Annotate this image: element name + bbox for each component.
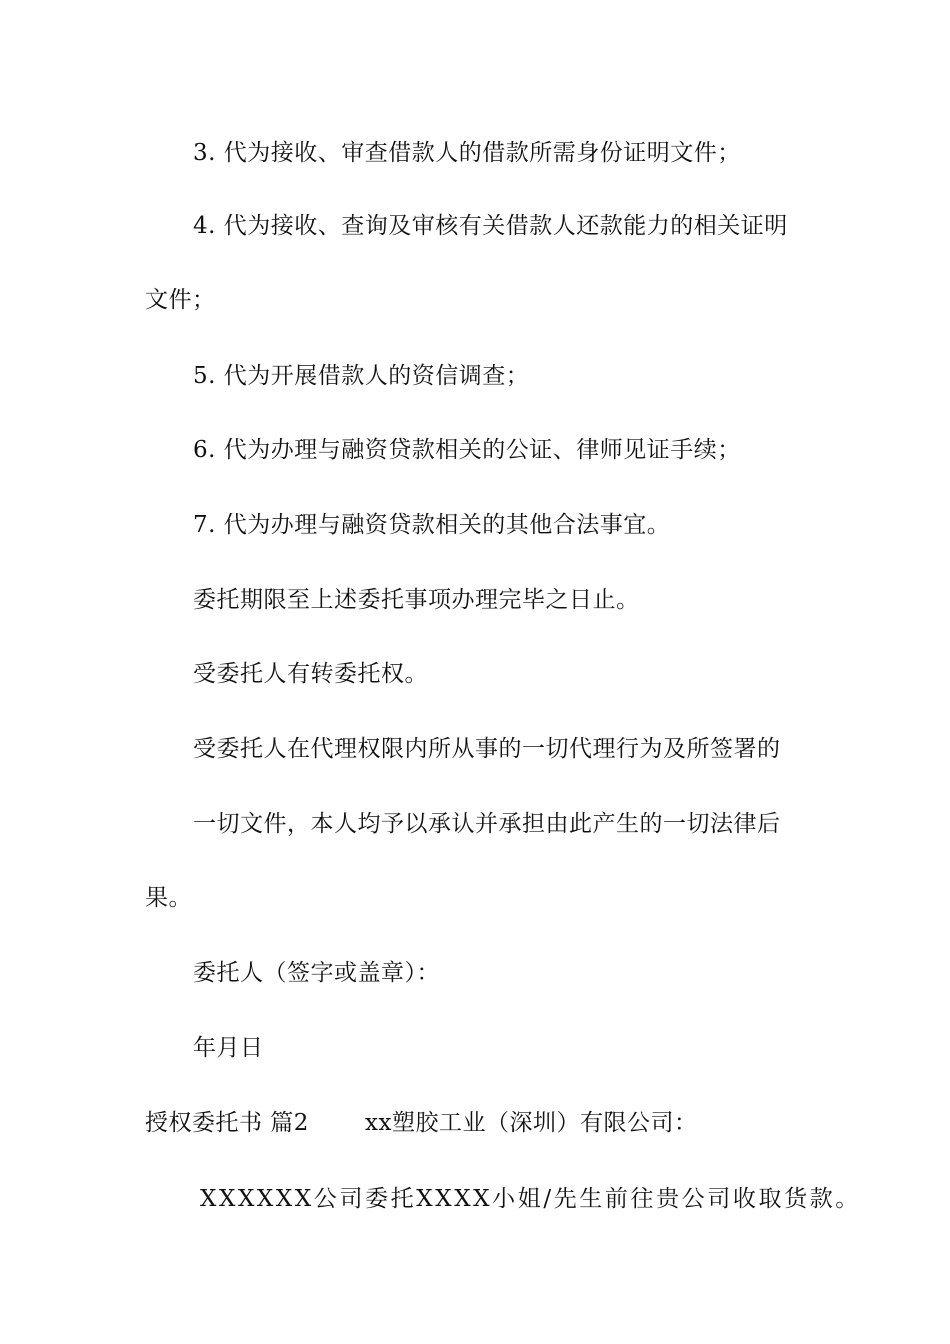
list-item-7: 7. 代为办理与融资贷款相关的其他合法事宜。	[193, 512, 671, 538]
list-item-3: 3. 代为接收、审查借款人的借款所需身份证明文件；	[193, 140, 741, 166]
signature-line: 委托人（签字或盖章）：	[193, 960, 440, 986]
subdelegation-paragraph: 受委托人有转委托权。	[193, 661, 428, 687]
acknowledgement-line-3: 果。	[145, 885, 192, 911]
list-item-5: 5. 代为开展借款人的资信调查；	[193, 363, 530, 389]
acknowledgement-line-2: 一切文件，本人均予以承认并承担由此产生的一切法律后	[193, 811, 781, 837]
section-heading: 授权委托书 篇2	[145, 1110, 309, 1136]
term-paragraph: 委托期限至上述委托事项办理完毕之日止。	[193, 587, 640, 613]
list-item-4: 4. 代为接收、查询及审核有关借款人还款能力的相关证明	[193, 213, 788, 239]
date-line: 年月日	[193, 1035, 264, 1061]
list-item-4-continuation: 文件；	[145, 287, 216, 313]
collection-paragraph: XXXXXX公司委托XXXX小姐/先生前往贵公司收取货款。	[200, 1186, 861, 1212]
acknowledgement-line-1: 受委托人在代理权限内所从事的一切代理行为及所签署的	[193, 736, 781, 762]
addressee: xx塑胶工业（深圳）有限公司：	[365, 1110, 698, 1136]
list-item-6: 6. 代为办理与融资贷款相关的公证、律师见证手续；	[193, 437, 741, 463]
